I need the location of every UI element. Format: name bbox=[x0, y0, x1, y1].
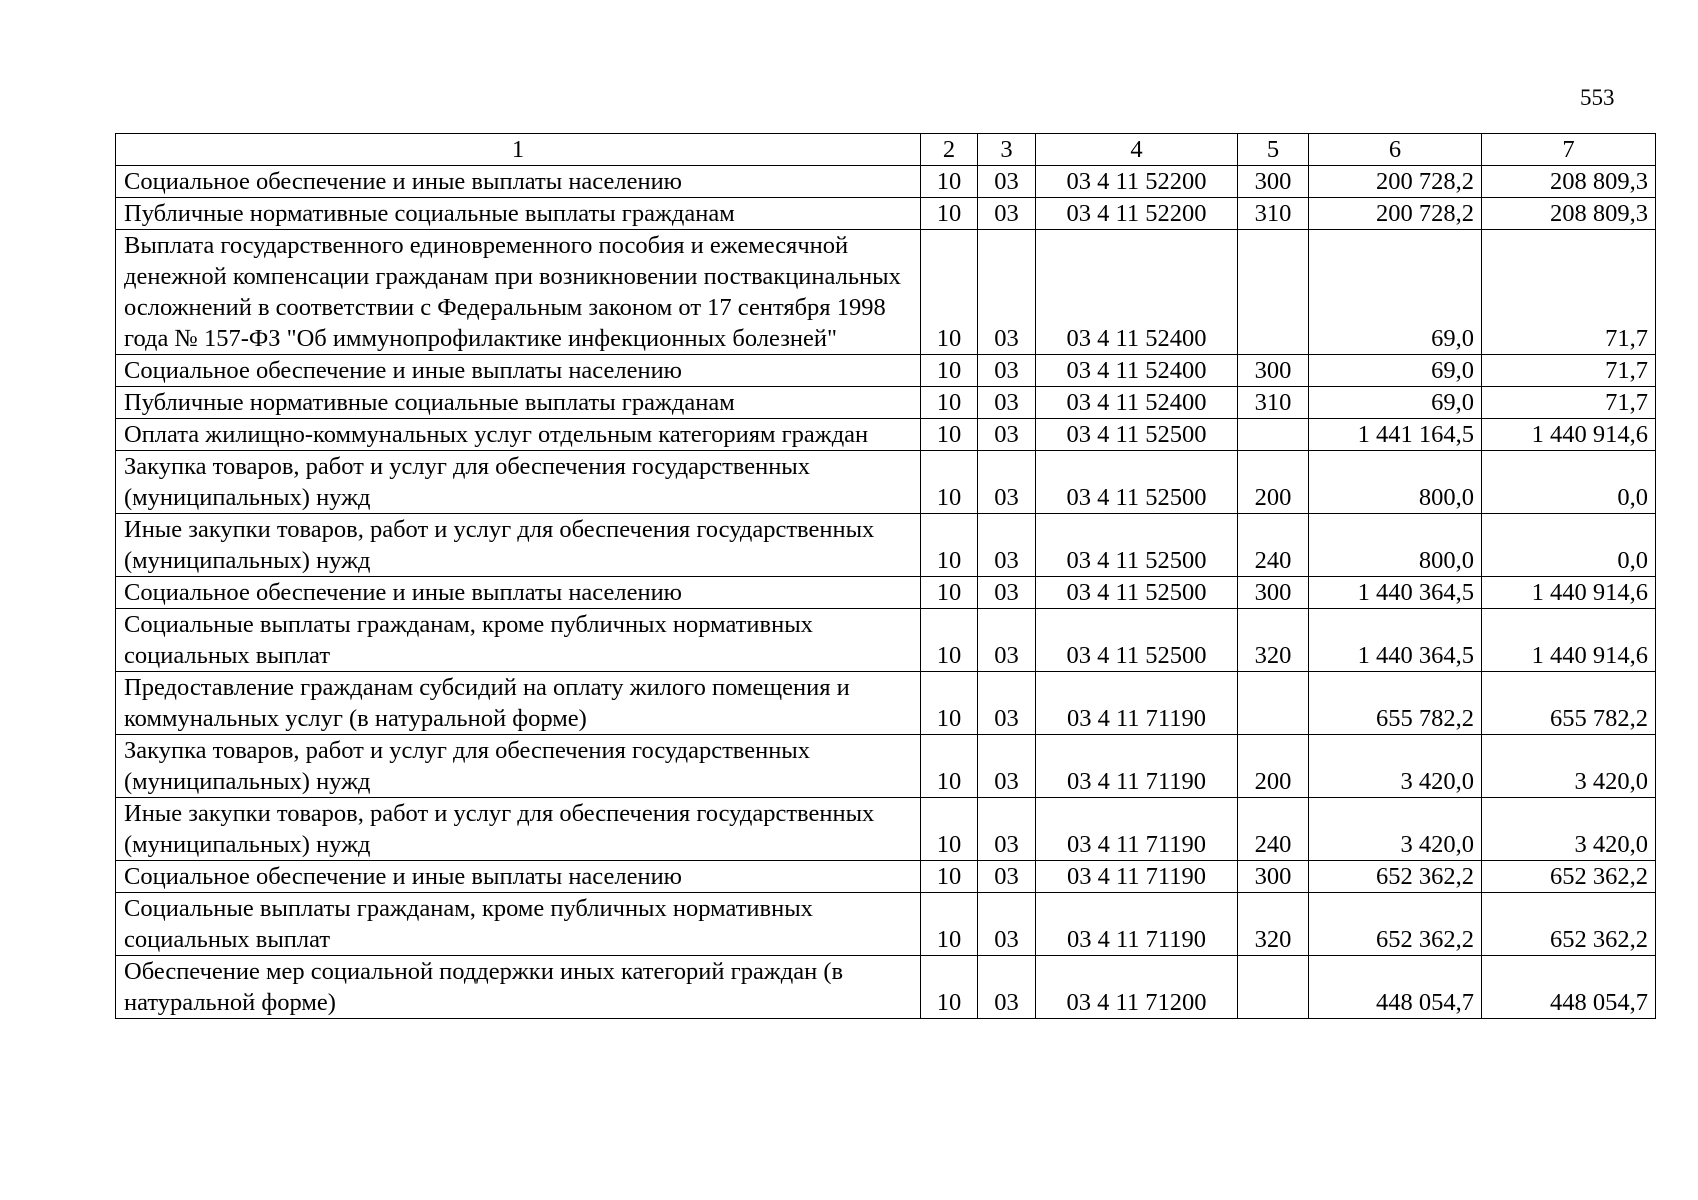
expense-type-cell: 300 bbox=[1238, 166, 1309, 198]
table-row bbox=[116, 166, 1656, 198]
amount-year1-cell: 69,0 bbox=[1309, 387, 1482, 419]
column-header: 4 bbox=[1036, 134, 1238, 166]
row-name-cell: Оплата жилищно-коммунальных услуг отдельным категориям граждан bbox=[116, 419, 921, 451]
amount-year2-cell: 3 420,0 bbox=[1482, 798, 1656, 861]
section-cell: 10 bbox=[921, 577, 978, 609]
target-article-cell: 03 4 11 71190 bbox=[1036, 861, 1238, 893]
column-header: 7 bbox=[1482, 134, 1656, 166]
table-row bbox=[116, 514, 1656, 577]
target-article-cell: 03 4 11 52400 bbox=[1036, 355, 1238, 387]
target-article-cell: 03 4 11 52400 bbox=[1036, 387, 1238, 419]
row-name-cell: Закупка товаров, работ и услуг для обеспечения государственных (муниципальных) нужд bbox=[116, 451, 921, 514]
row-name-cell: Закупка товаров, работ и услуг для обеспечения государственных (муниципальных) нужд bbox=[116, 735, 921, 798]
amount-year1-cell: 1 441 164,5 bbox=[1309, 419, 1482, 451]
column-header: 5 bbox=[1238, 134, 1309, 166]
row-name-cell: Социальное обеспечение и иные выплаты населению bbox=[116, 577, 921, 609]
amount-year1-cell: 800,0 bbox=[1309, 451, 1482, 514]
table-row bbox=[116, 577, 1656, 609]
table-row bbox=[116, 956, 1656, 1019]
target-article-cell: 03 4 11 52500 bbox=[1036, 451, 1238, 514]
subsection-cell: 03 bbox=[978, 166, 1036, 198]
section-cell: 10 bbox=[921, 956, 978, 1019]
expense-type-cell bbox=[1238, 419, 1309, 451]
column-header: 3 bbox=[978, 134, 1036, 166]
target-article-cell: 03 4 11 52400 bbox=[1036, 230, 1238, 355]
target-article-cell: 03 4 11 71200 bbox=[1036, 956, 1238, 1019]
amount-year1-cell: 200 728,2 bbox=[1309, 198, 1482, 230]
expense-type-cell: 300 bbox=[1238, 577, 1309, 609]
table-row bbox=[116, 387, 1656, 419]
section-cell: 10 bbox=[921, 419, 978, 451]
amount-year1-cell: 800,0 bbox=[1309, 514, 1482, 577]
amount-year2-cell: 0,0 bbox=[1482, 514, 1656, 577]
amount-year1-cell: 1 440 364,5 bbox=[1309, 577, 1482, 609]
target-article-cell: 03 4 11 71190 bbox=[1036, 893, 1238, 956]
section-cell: 10 bbox=[921, 451, 978, 514]
table-row bbox=[116, 861, 1656, 893]
expense-type-cell bbox=[1238, 230, 1309, 355]
section-cell: 10 bbox=[921, 861, 978, 893]
section-cell: 10 bbox=[921, 198, 978, 230]
expense-type-cell: 240 bbox=[1238, 514, 1309, 577]
row-name-cell: Выплата государственного единовременного пособия и ежемесячной денежной компенсации гражданам при возникновении поствакцинальных осложнений в соответствии с Федеральным законом от 17 сентября 1998 года № 157-ФЗ "Об иммунопрофилактике инфекционных болезней" bbox=[116, 230, 921, 355]
expense-type-cell: 310 bbox=[1238, 198, 1309, 230]
subsection-cell: 03 bbox=[978, 230, 1036, 355]
subsection-cell: 03 bbox=[978, 609, 1036, 672]
amount-year1-cell: 200 728,2 bbox=[1309, 166, 1482, 198]
section-cell: 10 bbox=[921, 514, 978, 577]
target-article-cell: 03 4 11 52500 bbox=[1036, 514, 1238, 577]
amount-year1-cell: 1 440 364,5 bbox=[1309, 609, 1482, 672]
column-header: 1 bbox=[116, 134, 921, 166]
row-name-cell: Социальное обеспечение и иные выплаты населению bbox=[116, 861, 921, 893]
table-row bbox=[116, 230, 1656, 355]
subsection-cell: 03 bbox=[978, 577, 1036, 609]
expense-type-cell: 300 bbox=[1238, 861, 1309, 893]
amount-year1-cell: 448 054,7 bbox=[1309, 956, 1482, 1019]
row-name-cell: Публичные нормативные социальные выплаты гражданам bbox=[116, 387, 921, 419]
row-name-cell: Публичные нормативные социальные выплаты гражданам bbox=[116, 198, 921, 230]
subsection-cell: 03 bbox=[978, 514, 1036, 577]
amount-year2-cell: 208 809,3 bbox=[1482, 198, 1656, 230]
row-name-cell: Предоставление гражданам субсидий на оплату жилого помещения и коммунальных услуг (в натуральной форме) bbox=[116, 672, 921, 735]
page-number: 553 bbox=[1580, 85, 1615, 110]
target-article-cell: 03 4 11 71190 bbox=[1036, 735, 1238, 798]
subsection-cell: 03 bbox=[978, 861, 1036, 893]
expense-type-cell bbox=[1238, 672, 1309, 735]
amount-year1-cell: 655 782,2 bbox=[1309, 672, 1482, 735]
section-cell: 10 bbox=[921, 893, 978, 956]
subsection-cell: 03 bbox=[978, 451, 1036, 514]
expense-type-cell: 300 bbox=[1238, 355, 1309, 387]
row-name-cell: Обеспечение мер социальной поддержки иных категорий граждан (в натуральной форме) bbox=[116, 956, 921, 1019]
expense-type-cell: 320 bbox=[1238, 893, 1309, 956]
expense-type-cell: 320 bbox=[1238, 609, 1309, 672]
section-cell: 10 bbox=[921, 166, 978, 198]
table-header bbox=[116, 134, 1656, 166]
table-row bbox=[116, 735, 1656, 798]
amount-year1-cell: 652 362,2 bbox=[1309, 861, 1482, 893]
subsection-cell: 03 bbox=[978, 893, 1036, 956]
amount-year1-cell: 652 362,2 bbox=[1309, 893, 1482, 956]
section-cell: 10 bbox=[921, 735, 978, 798]
target-article-cell: 03 4 11 52500 bbox=[1036, 577, 1238, 609]
subsection-cell: 03 bbox=[978, 956, 1036, 1019]
row-name-cell: Иные закупки товаров, работ и услуг для обеспечения государственных (муниципальных) нужд bbox=[116, 798, 921, 861]
row-name-cell: Социальное обеспечение и иные выплаты населению bbox=[116, 355, 921, 387]
header-row bbox=[116, 134, 1656, 166]
section-cell: 10 bbox=[921, 798, 978, 861]
section-cell: 10 bbox=[921, 672, 978, 735]
amount-year1-cell: 3 420,0 bbox=[1309, 798, 1482, 861]
amount-year2-cell: 655 782,2 bbox=[1482, 672, 1656, 735]
table-row bbox=[116, 419, 1656, 451]
column-header: 2 bbox=[921, 134, 978, 166]
amount-year2-cell: 3 420,0 bbox=[1482, 735, 1656, 798]
amount-year2-cell: 71,7 bbox=[1482, 387, 1656, 419]
amount-year1-cell: 69,0 bbox=[1309, 355, 1482, 387]
amount-year2-cell: 71,7 bbox=[1482, 230, 1656, 355]
row-name-cell: Иные закупки товаров, работ и услуг для обеспечения государственных (муниципальных) нужд bbox=[116, 514, 921, 577]
amount-year2-cell: 71,7 bbox=[1482, 355, 1656, 387]
section-cell: 10 bbox=[921, 387, 978, 419]
table-row bbox=[116, 672, 1656, 735]
subsection-cell: 03 bbox=[978, 672, 1036, 735]
table-row bbox=[116, 451, 1656, 514]
budget-table bbox=[115, 133, 1656, 1019]
subsection-cell: 03 bbox=[978, 798, 1036, 861]
target-article-cell: 03 4 11 52200 bbox=[1036, 166, 1238, 198]
column-header: 6 bbox=[1309, 134, 1482, 166]
target-article-cell: 03 4 11 71190 bbox=[1036, 672, 1238, 735]
subsection-cell: 03 bbox=[978, 419, 1036, 451]
table-row bbox=[116, 893, 1656, 956]
target-article-cell: 03 4 11 52200 bbox=[1036, 198, 1238, 230]
table-row bbox=[116, 355, 1656, 387]
amount-year2-cell: 0,0 bbox=[1482, 451, 1656, 514]
section-cell: 10 bbox=[921, 609, 978, 672]
table-body bbox=[116, 166, 1656, 1019]
expense-type-cell: 200 bbox=[1238, 451, 1309, 514]
subsection-cell: 03 bbox=[978, 387, 1036, 419]
amount-year2-cell: 448 054,7 bbox=[1482, 956, 1656, 1019]
expense-type-cell: 310 bbox=[1238, 387, 1309, 419]
section-cell: 10 bbox=[921, 355, 978, 387]
table-row bbox=[116, 798, 1656, 861]
subsection-cell: 03 bbox=[978, 198, 1036, 230]
target-article-cell: 03 4 11 52500 bbox=[1036, 419, 1238, 451]
table-row bbox=[116, 609, 1656, 672]
expense-type-cell bbox=[1238, 956, 1309, 1019]
target-article-cell: 03 4 11 71190 bbox=[1036, 798, 1238, 861]
section-cell: 10 bbox=[921, 230, 978, 355]
expense-type-cell: 240 bbox=[1238, 798, 1309, 861]
row-name-cell: Социальные выплаты гражданам, кроме публичных нормативных социальных выплат bbox=[116, 893, 921, 956]
row-name-cell: Социальное обеспечение и иные выплаты населению bbox=[116, 166, 921, 198]
subsection-cell: 03 bbox=[978, 355, 1036, 387]
target-article-cell: 03 4 11 52500 bbox=[1036, 609, 1238, 672]
amount-year2-cell: 208 809,3 bbox=[1482, 166, 1656, 198]
amount-year2-cell: 652 362,2 bbox=[1482, 893, 1656, 956]
amount-year2-cell: 1 440 914,6 bbox=[1482, 419, 1656, 451]
amount-year2-cell: 652 362,2 bbox=[1482, 861, 1656, 893]
amount-year1-cell: 3 420,0 bbox=[1309, 735, 1482, 798]
table-row bbox=[116, 198, 1656, 230]
row-name-cell: Социальные выплаты гражданам, кроме публичных нормативных социальных выплат bbox=[116, 609, 921, 672]
amount-year1-cell: 69,0 bbox=[1309, 230, 1482, 355]
amount-year2-cell: 1 440 914,6 bbox=[1482, 577, 1656, 609]
amount-year2-cell: 1 440 914,6 bbox=[1482, 609, 1656, 672]
subsection-cell: 03 bbox=[978, 735, 1036, 798]
expense-type-cell: 200 bbox=[1238, 735, 1309, 798]
